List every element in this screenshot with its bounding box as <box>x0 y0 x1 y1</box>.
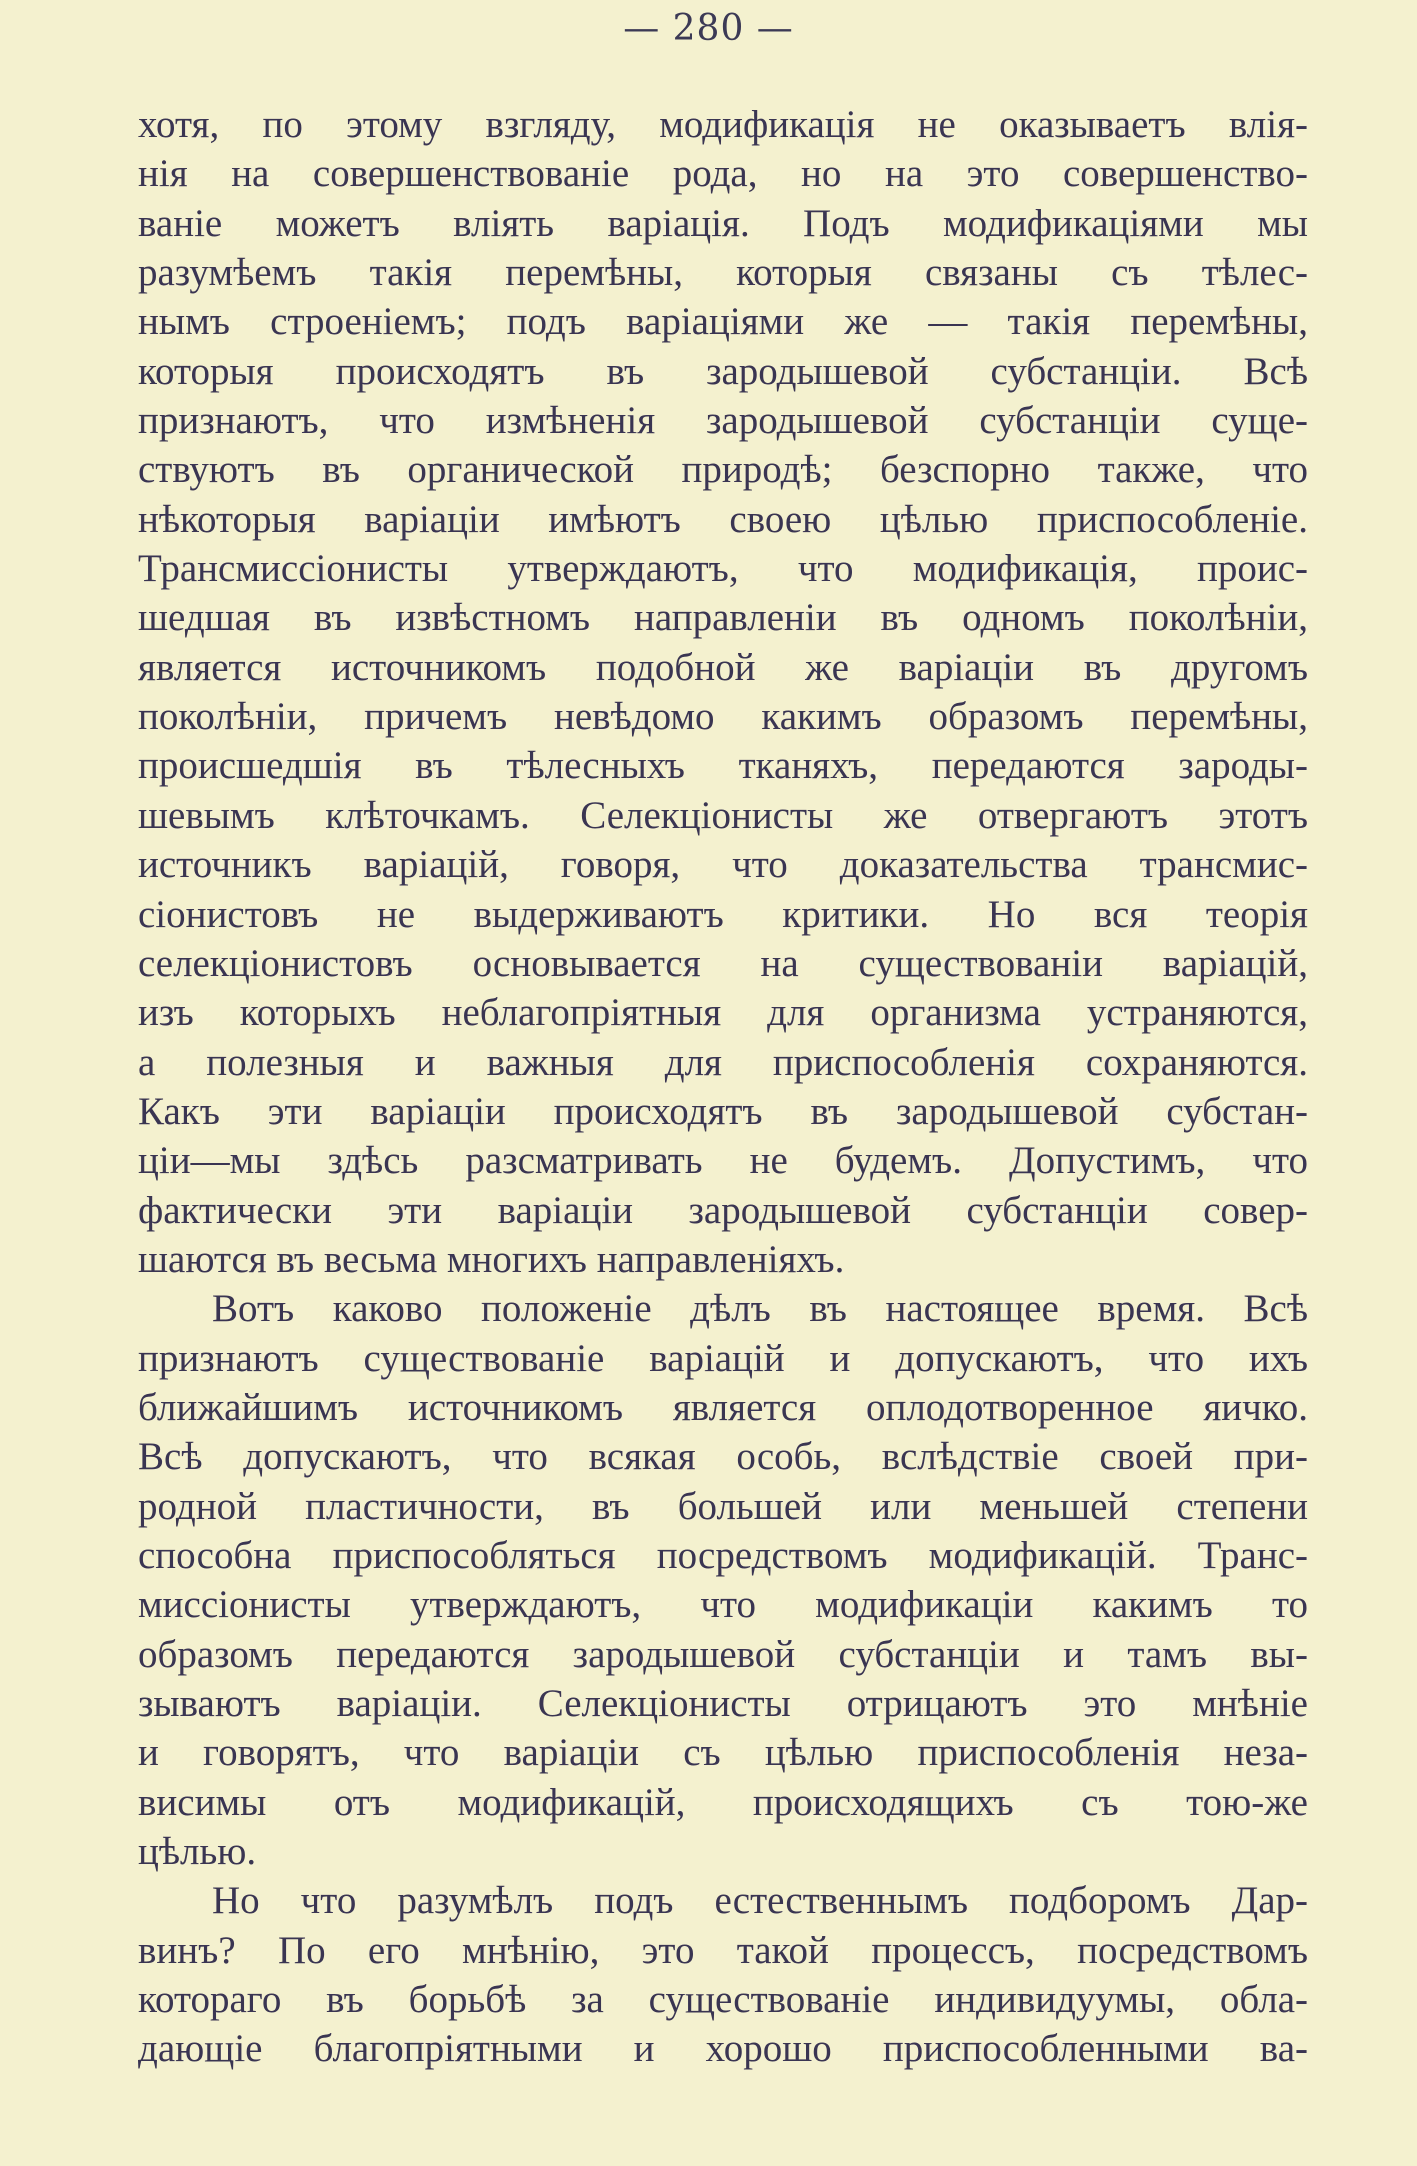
text-line: шаются въ весьма многихъ направленіяхъ. <box>138 1237 845 1281</box>
text-line: ствуютъ въ органической природѣ; безспорно также, что <box>138 448 1308 492</box>
text-line: шедшая въ извѣстномъ направленіи въ одномъ поколѣніи, <box>138 596 1308 640</box>
text-line: изъ которыхъ неблагопріятныя для организма устраняются, <box>138 991 1308 1035</box>
body-text <box>138 100 1308 2074</box>
text-line: происшедшія въ тѣлесныхъ тканяхъ, передаются зароды- <box>138 744 1308 788</box>
text-line: Какъ эти варіаціи происходятъ въ зародышевой субстан- <box>138 1089 1308 1133</box>
text-line: ваніе можетъ вліять варіація. Подъ модификаціями мы <box>138 201 1308 245</box>
text-line: шевымъ клѣточкамъ. Селекціонисты же отвергаютъ этотъ <box>138 793 1308 837</box>
text-line: фактически эти варіаціи зародышевой субстанціи совер- <box>138 1188 1308 1232</box>
text-line: Вотъ каково положеніе дѣлъ въ настоящее время. Всѣ <box>212 1287 1308 1331</box>
text-line: разумѣемъ такія перемѣны, которыя связаны съ тѣлес- <box>138 251 1308 295</box>
text-line: винъ? По его мнѣнію, это такой процессъ, посредствомъ <box>138 1928 1308 1972</box>
text-line: нія на совершенствованіе рода, но на это совершенство- <box>138 152 1308 196</box>
text-line: родной пластичности, въ большей или меньшей степени <box>138 1484 1308 1528</box>
text-line: признаютъ существованіе варіацій и допускаютъ, что ихъ <box>138 1336 1308 1380</box>
text-line: Но что разумѣлъ подъ естественнымъ подборомъ Дар- <box>212 1879 1308 1923</box>
text-line: ціи—мы здѣсь разсматривать не будемъ. Допустимъ, что <box>138 1139 1308 1183</box>
text-line: ближайшимъ источникомъ является оплодотворенное яичко. <box>138 1385 1308 1429</box>
text-line: нымъ строеніемъ; подъ варіаціями же — такія перемѣны, <box>138 300 1308 344</box>
text-line: признаютъ, что измѣненія зародышевой субстанціи суще- <box>138 399 1308 443</box>
text-line: цѣлью. <box>138 1830 257 1874</box>
text-line: зываютъ варіаціи. Селекціонисты отрицаютъ это мнѣніе <box>138 1682 1308 1725</box>
text-line: и говорятъ, что варіаціи съ цѣлью приспособленія неза- <box>138 1731 1308 1775</box>
text-line: источникъ варіацій, говоря, что доказательства трансмис- <box>138 843 1308 887</box>
page-number: — 280 — <box>623 8 794 49</box>
text-line: висимы отъ модификацій, происходящихъ съ тою-же <box>138 1780 1308 1824</box>
text-line: Всѣ допускаютъ, что всякая особь, вслѣдствіе своей при- <box>138 1435 1308 1479</box>
text-line: миссіонисты утверждаютъ, что модификаціи какимъ то <box>138 1583 1308 1627</box>
text-line: селекціонистовъ основывается на существованіи варіацій, <box>138 941 1308 985</box>
text-line: нѣкоторыя варіаціи имѣютъ своею цѣлью приспособленіе. <box>138 497 1308 541</box>
text-line: сіонистовъ не выдерживаютъ критики. Но вся теорія <box>138 892 1308 936</box>
text-line: способна приспособляться посредствомъ модификацій. Транс- <box>138 1533 1308 1577</box>
text-line: котораго въ борьбѣ за существованіе индивидуумы, обла- <box>138 1978 1308 2022</box>
text-line: а полезныя и важныя для приспособленія сохраняются. <box>138 1040 1308 1084</box>
text-line: Трансмиссіонисты утверждаютъ, что модификація, проис- <box>138 547 1308 591</box>
text-line: хотя, по этому взгляду, модификація не оказываетъ влія- <box>138 103 1308 146</box>
text-line: поколѣніи, причемъ невѣдомо какимъ образомъ перемѣны, <box>138 695 1308 739</box>
text-line: дающіе благопріятными и хорошо приспособленными ва- <box>138 2027 1308 2071</box>
text-line: образомъ передаются зародышевой субстанціи и тамъ вы- <box>138 1632 1308 1676</box>
text-line: является источникомъ подобной же варіаціи въ другомъ <box>138 645 1308 689</box>
text-line: которыя происходятъ въ зародышевой субстанціи. Всѣ <box>138 349 1308 393</box>
